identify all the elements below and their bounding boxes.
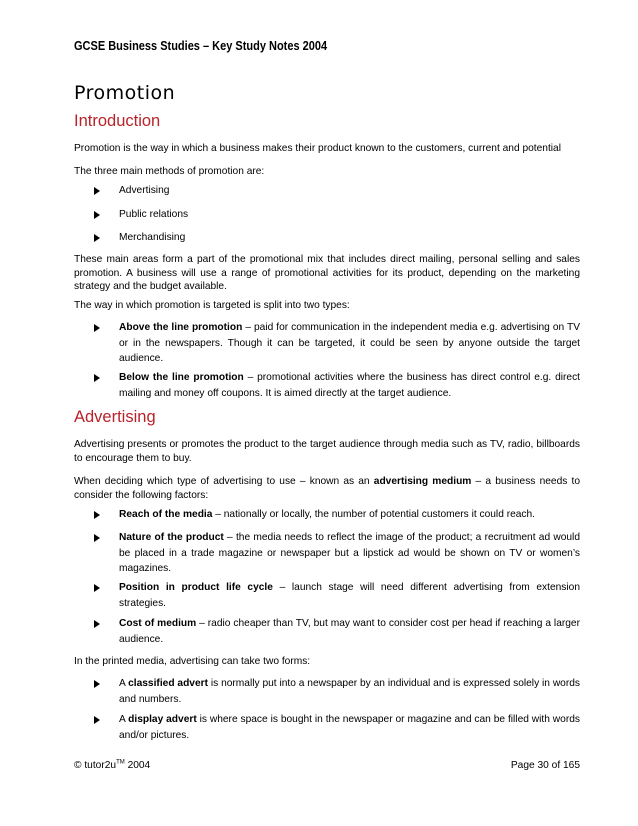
definition: – the media needs to reflect the image of the product; a recruitment ad would be placed in a trade magazine or newspaper but a lipstick ad would be shown on TV or women’s magazines. bbox=[119, 532, 580, 574]
term: Nature of the product bbox=[119, 532, 224, 543]
term: Reach of the media bbox=[119, 509, 213, 520]
copyright-owner: © tutor2u bbox=[74, 760, 117, 772]
bullet-arrow-icon bbox=[94, 187, 100, 195]
list-item bbox=[94, 676, 580, 707]
page-number: Page 30 of 165 bbox=[510, 760, 580, 771]
list-item-label: Merchandising bbox=[119, 232, 186, 243]
definition: – launch stage will need different advertising from extension strategies. bbox=[119, 582, 580, 609]
copyright bbox=[74, 760, 150, 771]
list-item bbox=[94, 616, 580, 647]
bullet-arrow-icon bbox=[94, 374, 100, 382]
list-item-label: Advertising bbox=[119, 185, 170, 196]
section-heading-advertising: Advertising bbox=[74, 408, 156, 426]
definition: – radio cheaper than TV, but may want to consider cost per head if reaching a larger audience. bbox=[119, 618, 580, 645]
term: Below the line promotion bbox=[119, 372, 244, 383]
bullet-arrow-icon bbox=[94, 211, 100, 219]
text-run: A bbox=[119, 678, 129, 689]
term: display advert bbox=[128, 714, 197, 725]
list-item-label: Public relations bbox=[119, 209, 189, 220]
term: classified advert bbox=[128, 678, 208, 689]
paragraph: Advertising presents or promotes the product to the target audience through media such as TV, radio, billboards to encourage them to buy. bbox=[74, 439, 580, 464]
paragraph bbox=[74, 475, 580, 502]
list-item bbox=[94, 530, 580, 577]
running-header: GCSE Business Studies – Key Study Notes 2004 bbox=[74, 39, 328, 53]
text-run: A bbox=[119, 714, 129, 725]
list-item bbox=[94, 712, 580, 743]
paragraph: The three main methods of promotion are: bbox=[74, 166, 265, 177]
page-footer bbox=[74, 760, 580, 771]
trademark: TM bbox=[116, 760, 125, 766]
text-run: – a business needs to consider the following factors: bbox=[74, 476, 580, 501]
bullet-arrow-icon bbox=[94, 234, 100, 242]
paragraph: Promotion is the way in which a business makes their product known to the customers, current and potential bbox=[74, 143, 561, 154]
bullet-arrow-icon bbox=[94, 534, 100, 542]
bullet-arrow-icon bbox=[94, 584, 100, 592]
bullet-arrow-icon bbox=[94, 324, 100, 332]
definition: – paid for communication in the independent media e.g. advertising on TV or in the newspapers. Though it can be targeted, it could be seen by anyone outside the target audience. bbox=[119, 322, 580, 364]
list-item bbox=[94, 183, 580, 199]
term: Position in product life cycle bbox=[119, 582, 273, 593]
definition: is where space is bought in the newspaper or magazine and can be filled with words and/or pictures. bbox=[119, 714, 580, 741]
definition: is normally put into a newspaper by an individual and is expressed solely in words and numbers. bbox=[119, 678, 580, 705]
definition: – promotional activities where the business has direct control e.g. direct mailing and money off coupons. It is aimed directly at the target audience. bbox=[119, 372, 581, 399]
list-item bbox=[94, 370, 580, 401]
copyright-year: 2004 bbox=[124, 760, 151, 772]
paragraph: The way in which promotion is targeted is split into two types: bbox=[74, 300, 350, 311]
definition: – nationally or locally, the number of potential customers it could reach. bbox=[212, 509, 536, 520]
section-heading-introduction: Introduction bbox=[74, 112, 161, 130]
term: advertising medium bbox=[373, 476, 472, 487]
bullet-arrow-icon bbox=[94, 716, 100, 724]
bullet-arrow-icon bbox=[94, 620, 100, 628]
list-item bbox=[94, 320, 580, 367]
page-title: Promotion bbox=[74, 82, 176, 104]
list-item bbox=[94, 580, 580, 611]
paragraph: In the printed media, advertising can take two forms: bbox=[74, 656, 311, 667]
list-item bbox=[94, 230, 580, 246]
bullet-arrow-icon bbox=[94, 511, 100, 519]
term: Above the line promotion bbox=[119, 322, 243, 333]
text-run: When deciding which type of advertising to use – known as an bbox=[74, 476, 374, 487]
list-item bbox=[94, 507, 580, 523]
list-item bbox=[94, 207, 580, 223]
paragraph: These main areas form a part of the promotional mix that includes direct mailing, personal selling and sales promotion. A business will use a range of promotional activities for its product, depending on the marketing strategy and the budget available. bbox=[74, 254, 580, 293]
bullet-arrow-icon bbox=[94, 680, 100, 688]
term: Cost of medium bbox=[119, 618, 197, 629]
